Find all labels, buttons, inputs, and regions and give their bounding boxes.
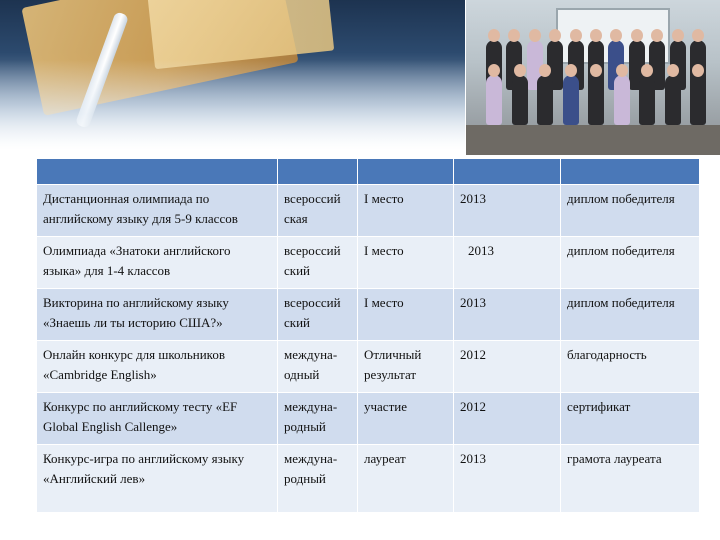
event-name-cell: Конкурс по английскому тесту «EF Global English Callenge» (37, 393, 278, 445)
books-banner-image (0, 0, 465, 150)
event-award-cell: благодарность (561, 341, 700, 393)
table-row (37, 445, 700, 513)
group-photo (466, 0, 720, 155)
header-cell (278, 159, 358, 185)
banner-fade (0, 60, 465, 150)
event-place-cell: Отличный результат (358, 341, 454, 393)
event-level-cell: всероссий ский (278, 237, 358, 289)
event-year-cell: 2012 (454, 341, 561, 393)
event-name-cell: Дистанционная олимпиада по английскому языку для 5-9 классов (37, 185, 278, 237)
event-level-cell: междуна- одный (278, 341, 358, 393)
event-award-cell: диплом победителя (561, 289, 700, 341)
event-place-cell: I место (358, 185, 454, 237)
table-row (37, 341, 700, 393)
event-award-cell: диплом победителя (561, 237, 700, 289)
event-year-cell: 2013 (454, 185, 561, 237)
event-place-cell: I место (358, 237, 454, 289)
photo-floor (466, 125, 720, 155)
event-place-cell: участие (358, 393, 454, 445)
header-cell (358, 159, 454, 185)
event-award-cell: сертификат (561, 393, 700, 445)
table-row (37, 289, 700, 341)
event-award-cell: грамота лауреата (561, 445, 700, 513)
event-place-cell: I место (358, 289, 454, 341)
event-name-cell: Викторина по английскому языку «Знаешь ли ты историю США?» (37, 289, 278, 341)
event-place-cell: лауреат (358, 445, 454, 513)
photo-front-row (486, 75, 706, 125)
header-cell (561, 159, 700, 185)
event-level-cell: междуна- родный (278, 393, 358, 445)
event-year-cell: 2013 (454, 289, 561, 341)
header-cell (454, 159, 561, 185)
event-name-cell: Онлайн конкурс для школьников «Cambridge English» (37, 341, 278, 393)
event-level-cell: междуна- родный (278, 445, 358, 513)
event-level-cell: всероссий ская (278, 185, 358, 237)
event-year-cell: 2013 (454, 237, 561, 289)
notebook-page (146, 0, 334, 69)
achievements-table (36, 158, 700, 513)
table-header-row (37, 159, 700, 185)
table-row (37, 393, 700, 445)
event-award-cell: диплом победителя (561, 185, 700, 237)
event-year-cell: 2012 (454, 393, 561, 445)
event-name-cell: Конкурс-игра по английскому языку «Английский лев» (37, 445, 278, 513)
event-name-cell: Олимпиада «Знатоки английского языка» для 1-4 классов (37, 237, 278, 289)
table-row (37, 185, 700, 237)
event-year-cell: 2013 (454, 445, 561, 513)
header-cell (37, 159, 278, 185)
event-level-cell: всероссий ский (278, 289, 358, 341)
table-row (37, 237, 700, 289)
